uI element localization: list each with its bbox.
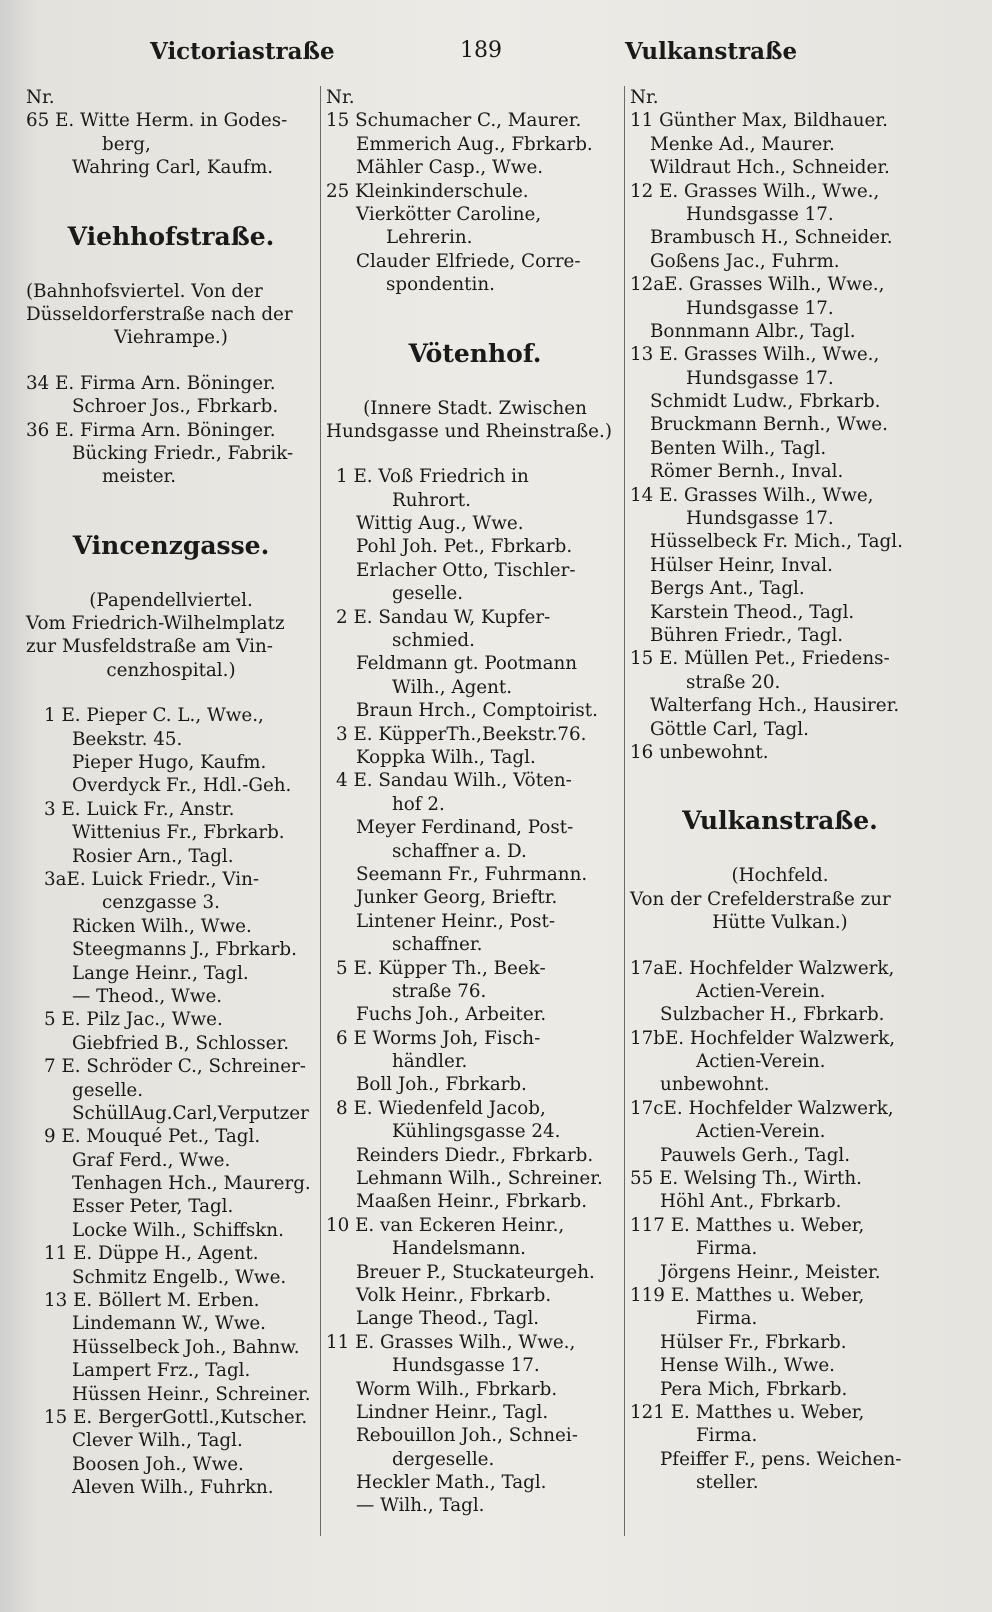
entry-line: Feldmann gt. Pootmann bbox=[356, 653, 578, 675]
entry-line: Schmitz Engelb., Wwe. bbox=[72, 1266, 287, 1288]
entry-line: Firma. bbox=[696, 1308, 758, 1330]
entry-line: Hüsselbeck Fr. Mich., Tagl. bbox=[650, 531, 903, 553]
entry-line: Hense Wilh., Wwe. bbox=[660, 1355, 835, 1377]
entry-line: Bonnmann Albr., Tagl. bbox=[650, 320, 856, 342]
entry-line: Hülser Fr., Fbrkarb. bbox=[660, 1331, 847, 1353]
page-number: 189 bbox=[460, 38, 502, 63]
entry-line: Kühlingsgasse 24. bbox=[392, 1121, 561, 1143]
entry-line: Reinders Diedr., Fbrkarb. bbox=[356, 1144, 594, 1166]
entry-line: 16 unbewohnt. bbox=[630, 741, 769, 763]
entry-line: Vierkötter Caroline, bbox=[356, 203, 542, 225]
entry-line: Pauwels Gerh., Tagl. bbox=[660, 1144, 851, 1166]
entry-line: Schmidt Ludw., Fbrkarb. bbox=[650, 391, 881, 413]
entry-line: Heckler Math., Tagl. bbox=[356, 1472, 547, 1494]
entry-line: Lindemann W., Wwe. bbox=[72, 1313, 266, 1335]
section-desc: (Bahnhofsviertel. Von der bbox=[26, 280, 263, 302]
entry-line: Pera Mich, Fbrkarb. bbox=[660, 1378, 848, 1400]
entry-line: 25 Kleinkinderschule. bbox=[326, 180, 529, 202]
entry-line: spondentin. bbox=[386, 274, 495, 296]
entry-line: Actien-Verein. bbox=[696, 980, 826, 1002]
entry-line: Erlacher Otto, Tischler- bbox=[356, 559, 576, 581]
entry-line: straße 76. bbox=[392, 980, 487, 1002]
entry-line: 11 Günther Max, Bildhauer. bbox=[630, 110, 888, 132]
entry-line: Emmerich Aug., Fbrkarb. bbox=[356, 133, 593, 155]
entry-line: Schroer Jos., Fbrkarb. bbox=[72, 396, 279, 418]
entry-line: SchüllAug.Carl,Verputzer bbox=[72, 1102, 309, 1124]
entry-line: Maaßen Heinr., Fbrkarb. bbox=[356, 1191, 588, 1213]
entry-line: Menke Ad., Maurer. bbox=[650, 133, 835, 155]
entry-line: 65 E. Witte Herm. in Godes- bbox=[26, 110, 288, 132]
entry-line: Steegmanns J., Fbrkarb. bbox=[72, 939, 297, 961]
entry-line: 11 E. Düppe H., Agent. bbox=[44, 1243, 259, 1265]
entry-line: Römer Bernh., Inval. bbox=[650, 461, 844, 483]
entry-line: 2 E. Sandau W, Kupfer- bbox=[336, 606, 551, 628]
entry-line: Hundsgasse 17. bbox=[392, 1355, 540, 1377]
entry-line: Mähler Casp., Wwe. bbox=[356, 157, 544, 179]
entry-line: 5 E. Küpper Th., Beek- bbox=[336, 957, 546, 979]
entry-line: Braun Hrch., Comptoirist. bbox=[356, 700, 598, 722]
entry-line: 15 E. Müllen Pet., Friedens- bbox=[630, 648, 890, 670]
entry-line: Wittenius Fr., Fbrkarb. bbox=[72, 822, 285, 844]
entry-line: Meyer Ferdinand, Post- bbox=[356, 817, 574, 839]
entry-line: Ruhrort. bbox=[392, 489, 471, 511]
entry-line: Höhl Ant., Fbrkarb. bbox=[660, 1191, 842, 1213]
entry-line: Bergs Ant., Tagl. bbox=[650, 578, 805, 600]
entry-line: Worm Wilh., Fbrkarb. bbox=[356, 1378, 558, 1400]
entry-line: berg, bbox=[102, 133, 151, 155]
entry-line: — Wilh., Tagl. bbox=[356, 1495, 485, 1517]
entry-line: Sulzbacher H., Fbrkarb. bbox=[660, 1004, 885, 1026]
entry-line: Bruckmann Bernh., Wwe. bbox=[650, 414, 888, 436]
entry-line: 12 E. Grasses Wilh., Wwe., bbox=[630, 180, 880, 202]
section-desc: (Papendellviertel. bbox=[89, 589, 253, 611]
entry-line: Göttle Carl, Tagl. bbox=[650, 718, 809, 740]
entry-line: 8 E. Wiedenfeld Jacob, bbox=[336, 1097, 546, 1119]
entry-line: Lampert Frz., Tagl. bbox=[72, 1360, 251, 1382]
entry-line: Clauder Elfriede, Corre- bbox=[356, 250, 581, 272]
entry-line: Tenhagen Hch., Maurerg. bbox=[72, 1173, 311, 1195]
entry-line: Hundsgasse 17. bbox=[686, 508, 834, 530]
entry-line: 17bE. Hochfelder Walzwerk, bbox=[630, 1027, 896, 1049]
entry-line: geselle. bbox=[392, 583, 464, 605]
entry-line: dergeselle. bbox=[392, 1448, 495, 1470]
entry-line: Breuer P., Stuckateurgeh. bbox=[356, 1261, 595, 1283]
entry-line: schmied. bbox=[392, 630, 475, 652]
entry-line: 13 E. Grasses Wilh., Wwe., bbox=[630, 344, 880, 366]
entry-line: Hüssen Heinr., Schreiner. bbox=[72, 1383, 311, 1405]
entry-line: Junker Georg, Brieftr. bbox=[356, 887, 558, 909]
entry-line: Firma. bbox=[696, 1238, 758, 1260]
entry-line: Hülser Heinr, Inval. bbox=[650, 554, 833, 576]
entry-line: 1 E. Pieper C. L., Wwe., bbox=[44, 705, 264, 727]
section-desc: (Hochfeld. bbox=[731, 865, 829, 887]
entry-line: 13 E. Böllert M. Erben. bbox=[44, 1290, 260, 1312]
entry-line: Benten Wilh., Tagl. bbox=[650, 437, 827, 459]
entry-line: Firma. bbox=[696, 1425, 758, 1447]
section-desc: Hundsgasse und Rheinstraße.) bbox=[326, 420, 612, 442]
entry-line: unbewohnt. bbox=[660, 1074, 770, 1096]
entry-line: 11 E. Grasses Wilh., Wwe., bbox=[326, 1331, 576, 1353]
entry-line: geselle. bbox=[72, 1079, 144, 1101]
entry-line: meister. bbox=[102, 466, 177, 488]
entry-line: 117 E. Matthes u. Weber, bbox=[630, 1214, 865, 1236]
entry-line: schaffner. bbox=[392, 934, 483, 956]
entry-line: Locke Wilh., Schiffskn. bbox=[72, 1219, 284, 1241]
section-title: Vincenzgasse. bbox=[72, 530, 270, 560]
column-divider-1 bbox=[320, 86, 321, 1536]
section-desc: Hütte Vulkan.) bbox=[712, 912, 848, 934]
entry-line: Fuchs Joh., Arbeiter. bbox=[356, 1004, 547, 1026]
entry-line: Esser Peter, Tagl. bbox=[72, 1196, 234, 1218]
entry-line: Beekstr. 45. bbox=[72, 728, 183, 750]
entry-line: 5 E. Pilz Jac., Wwe. bbox=[44, 1009, 223, 1031]
entry-line: Goßens Jac., Fuhrm. bbox=[650, 250, 840, 272]
entry-line: Bücking Friedr., Fabrik- bbox=[72, 442, 294, 464]
entry-line: Lehrerin. bbox=[386, 227, 473, 249]
nr-label: Nr. bbox=[326, 87, 355, 108]
column-3 bbox=[630, 86, 930, 1494]
entry-line: Wilh., Agent. bbox=[392, 676, 513, 698]
entry-line: Pieper Hugo, Kaufm. bbox=[72, 752, 267, 774]
entry-line: 55 E. Welsing Th., Wirth. bbox=[630, 1168, 862, 1190]
entry-line: 14 E. Grasses Wilh., Wwe, bbox=[630, 484, 874, 506]
entry-line: Boosen Joh., Wwe. bbox=[72, 1453, 244, 1475]
header-left-street: Victoriastraße bbox=[150, 38, 335, 65]
section-desc: Von der Crefelderstraße zur bbox=[630, 888, 891, 910]
page-header bbox=[0, 38, 992, 78]
column-2 bbox=[326, 86, 624, 1518]
entry-line: Aleven Wilh., Fuhrkn. bbox=[72, 1477, 274, 1499]
section-desc: Viehrampe.) bbox=[114, 327, 228, 349]
entry-line: 119 E. Matthes u. Weber, bbox=[630, 1284, 865, 1306]
entry-line: Ricken Wilh., Wwe. bbox=[72, 915, 252, 937]
entry-line: 3 E. KüpperTh.,Beekstr.76. bbox=[336, 723, 587, 745]
entry-line: Boll Joh., Fbrkarb. bbox=[356, 1074, 527, 1096]
entry-line: Rebouillon Joh., Schnei- bbox=[356, 1425, 578, 1447]
entry-line: 121 E. Matthes u. Weber, bbox=[630, 1401, 865, 1423]
entry-line: Lehmann Wilh., Schreiner. bbox=[356, 1168, 603, 1190]
entry-line: 4 E. Sandau Wilh., Vöten- bbox=[336, 770, 572, 792]
entry-line: Handelsmann. bbox=[392, 1238, 526, 1260]
entry-line: — Theod., Wwe. bbox=[72, 985, 223, 1007]
entry-line: Graf Ferd., Wwe. bbox=[72, 1149, 231, 1171]
entry-line: Lange Theod., Tagl. bbox=[356, 1308, 540, 1330]
section-desc: Düsseldorferstraße nach der bbox=[26, 303, 293, 325]
section-desc: zur Musfeldstraße am Vin- bbox=[26, 636, 273, 658]
entry-line: Walterfang Hch., Hausirer. bbox=[650, 695, 900, 717]
column-1 bbox=[26, 86, 316, 1500]
section-desc: (Innere Stadt. Zwischen bbox=[363, 397, 587, 419]
entry-line: Lange Heinr., Tagl. bbox=[72, 962, 249, 984]
entry-line: Wahring Carl, Kaufm. bbox=[72, 157, 274, 179]
entry-line: 9 E. Mouqué Pet., Tagl. bbox=[44, 1126, 261, 1148]
entry-line: Hundsgasse 17. bbox=[686, 297, 834, 319]
entry-line: 7 E. Schröder C., Schreiner- bbox=[44, 1056, 306, 1078]
entry-line: Hüsselbeck Joh., Bahnw. bbox=[72, 1336, 300, 1358]
entry-line: 3aE. Luick Friedr., Vin- bbox=[44, 868, 260, 890]
entry-line: 15 E. BergerGottl.,Kutscher. bbox=[44, 1406, 308, 1428]
entry-line: Giebfried B., Schlosser. bbox=[72, 1032, 290, 1054]
entry-line: Pohl Joh. Pet., Fbrkarb. bbox=[356, 536, 573, 558]
entry-line: 36 E. Firma Arn. Böninger. bbox=[26, 419, 276, 441]
entry-line: Brambusch H., Schneider. bbox=[650, 227, 893, 249]
entry-line: Karstein Theod., Tagl. bbox=[650, 601, 855, 623]
nr-label: Nr. bbox=[26, 87, 55, 108]
entry-line: Actien-Verein. bbox=[696, 1051, 826, 1073]
entry-line: Clever Wilh., Tagl. bbox=[72, 1430, 243, 1452]
entry-line: 12aE. Grasses Wilh., Wwe., bbox=[630, 274, 885, 296]
entry-line: Jörgens Heinr., Meister. bbox=[660, 1261, 881, 1283]
entry-line: Bühren Friedr., Tagl. bbox=[650, 624, 844, 646]
entry-line: Wildraut Hch., Schneider. bbox=[650, 157, 890, 179]
entry-line: Volk Heinr., Fbrkarb. bbox=[356, 1284, 552, 1306]
nr-label: Nr. bbox=[630, 87, 659, 108]
entry-line: straße 20. bbox=[686, 671, 781, 693]
entry-line: 6 E Worms Joh, Fisch- bbox=[336, 1027, 541, 1049]
entry-line: 10 E. van Eckeren Heinr., bbox=[326, 1214, 565, 1236]
entry-line: Wittig Aug., Wwe. bbox=[356, 513, 524, 535]
entry-line: Hundsgasse 17. bbox=[686, 367, 834, 389]
entry-line: Lindner Heinr., Tagl. bbox=[356, 1401, 549, 1423]
entry-line: Pfeiffer F., pens. Weichen- bbox=[660, 1448, 902, 1470]
entry-line: Rosier Arn., Tagl. bbox=[72, 845, 234, 867]
entry-line: 15 Schumacher C., Maurer. bbox=[326, 110, 582, 132]
entry-line: 17cE. Hochfelder Walzwerk, bbox=[630, 1097, 894, 1119]
entry-line: steller. bbox=[696, 1472, 759, 1494]
entry-line: Lintener Heinr., Post- bbox=[356, 910, 556, 932]
section-desc: cenzhospital.) bbox=[106, 659, 236, 681]
entry-line: schaffner a. D. bbox=[392, 840, 527, 862]
column-divider-2 bbox=[624, 86, 625, 1536]
entry-line: Hundsgasse 17. bbox=[686, 203, 834, 225]
entry-line: Koppka Wilh., Tagl. bbox=[356, 746, 536, 768]
entry-line: Actien-Verein. bbox=[696, 1121, 826, 1143]
section-title: Viehhofstraße. bbox=[67, 221, 275, 251]
header-right-street: Vulkanstraße bbox=[625, 38, 798, 65]
entry-line: hof 2. bbox=[392, 793, 445, 815]
section-title: Vulkanstraße. bbox=[682, 806, 878, 836]
entry-line: 34 E. Firma Arn. Böninger. bbox=[26, 372, 276, 394]
entry-line: Overdyck Fr., Hdl.-Geh. bbox=[72, 775, 292, 797]
entry-line: 17aE. Hochfelder Walzwerk, bbox=[630, 957, 895, 979]
section-desc: Vom Friedrich-Wilhelmplatz bbox=[26, 613, 285, 635]
section-title: Vötenhof. bbox=[408, 338, 542, 368]
entry-line: cenzgasse 3. bbox=[102, 892, 220, 914]
entry-line: händler. bbox=[392, 1051, 468, 1073]
entry-line: 1 E. Voß Friedrich in bbox=[336, 466, 529, 488]
entry-line: 3 E. Luick Fr., Anstr. bbox=[44, 798, 235, 820]
entry-line: Seemann Fr., Fuhrmann. bbox=[356, 863, 588, 885]
